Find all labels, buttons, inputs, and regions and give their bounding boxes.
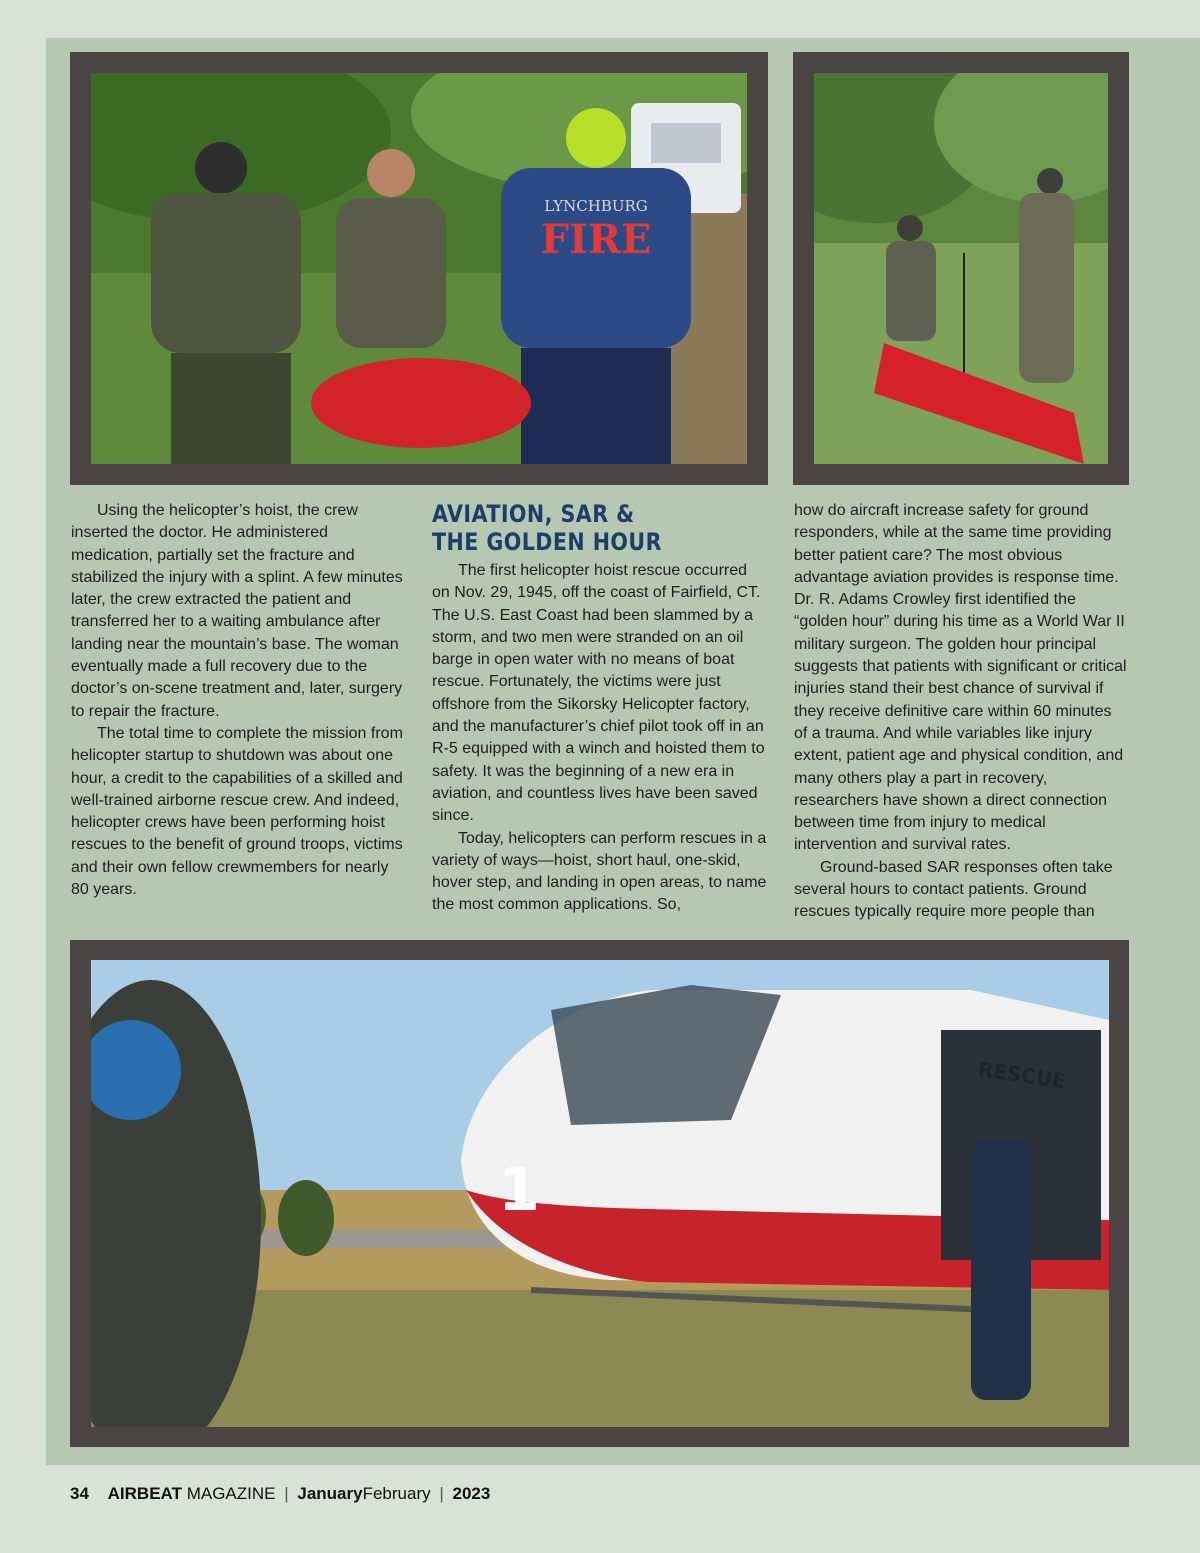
- shirt-text-main: FIRE: [540, 216, 652, 263]
- footer-month-1: January: [297, 1484, 363, 1503]
- text-column-2: [432, 500, 769, 917]
- door-text: RESCUE: [976, 1057, 1068, 1094]
- section-heading-line-1: AVIATION, SAR &: [432, 500, 635, 528]
- footer-separator: |: [439, 1484, 444, 1503]
- section-heading-line-2: THE GOLDEN HOUR: [432, 528, 662, 556]
- paragraph: Using the helicopter’s hoist, the crew inserted the doctor. He administered medication, partially set the fracture and stabilized the injury with a splint. A few minutes later, the crew extracted the patient and transferred her to a waiting ambulance after landing near the mountain’s base. The woman eventually made a full recovery due to the doctor’s on-scene treatment and, later, surgery to repair the fracture.: [71, 502, 403, 720]
- paragraph: Ground-based SAR responses often take several hours to contact patients. Ground rescues typically require more people than: [794, 858, 1113, 921]
- paragraph: Today, helicopters can perform rescues in a variety of ways—hoist, short haul, one-skid, hover step, and landing in open areas, to name the most common applications. So,: [432, 829, 767, 914]
- footer-year: 2023: [452, 1484, 491, 1503]
- page-footer: [70, 1484, 490, 1504]
- paragraph: how do aircraft increase safety for ground responders, while at the same time providing better patient care? The most obvious advantage aviation provides is response time. Dr. R. Adams Crowley first identified the “golden hour” during his time as a World War II military surgeon. The golden hour principal suggests that patients with significant or critical injuries stand their best chance of survival if they receive definitive care within 60 minutes of a trauma. And while variables like injury extent, patient age and physical condition, and many others play a part in recovery, researchers have shown a direct connection between time from injury to medical intervention and survival rates.: [794, 502, 1127, 854]
- footer-separator: |: [284, 1484, 289, 1503]
- photo-ground-crew-carrying-litter: [91, 73, 747, 464]
- footer-brand: AIRBEAT: [107, 1484, 182, 1503]
- paragraph: The first helicopter hoist rescue occurred on Nov. 29, 1945, off the coast of Fairfield, CT. The U.S. East Coast had been slammed by a storm, and two men were stranded on an oil barge in open water with no means of boat rescue. Fortunately, the victims were just offshore from the Sikorsky Helicopter factory, and the manufacturer’s chief pilot took off in an R-5 equipped with a winch and hoisted them to safety. It was the beginning of a new era in aviation, and countless lives have been saved since.: [432, 562, 765, 825]
- footer-month-2: February: [362, 1484, 431, 1503]
- text-column-3: [794, 500, 1128, 924]
- photo-rescuers-hoisting-litter: [814, 73, 1108, 464]
- footer-magazine: MAGAZINE: [186, 1484, 276, 1503]
- tail-number: 1: [498, 1155, 540, 1225]
- section-heading: [432, 500, 722, 556]
- text-column-1: [71, 500, 407, 901]
- paragraph: The total time to complete the mission from helicopter startup to shutdown was about one hour, a credit to the capabilities of a skilled and well-trained airborne rescue crew. And indeed, helicopter crews have been performing hoist rescues to the benefit of ground troops, victims and their own fellow crewmembers for nearly 80 years.: [71, 724, 403, 899]
- photo-rescue-helicopter: [91, 960, 1109, 1427]
- page-number: 34: [70, 1484, 89, 1503]
- shirt-text-top: LYNCHBURG: [544, 197, 648, 215]
